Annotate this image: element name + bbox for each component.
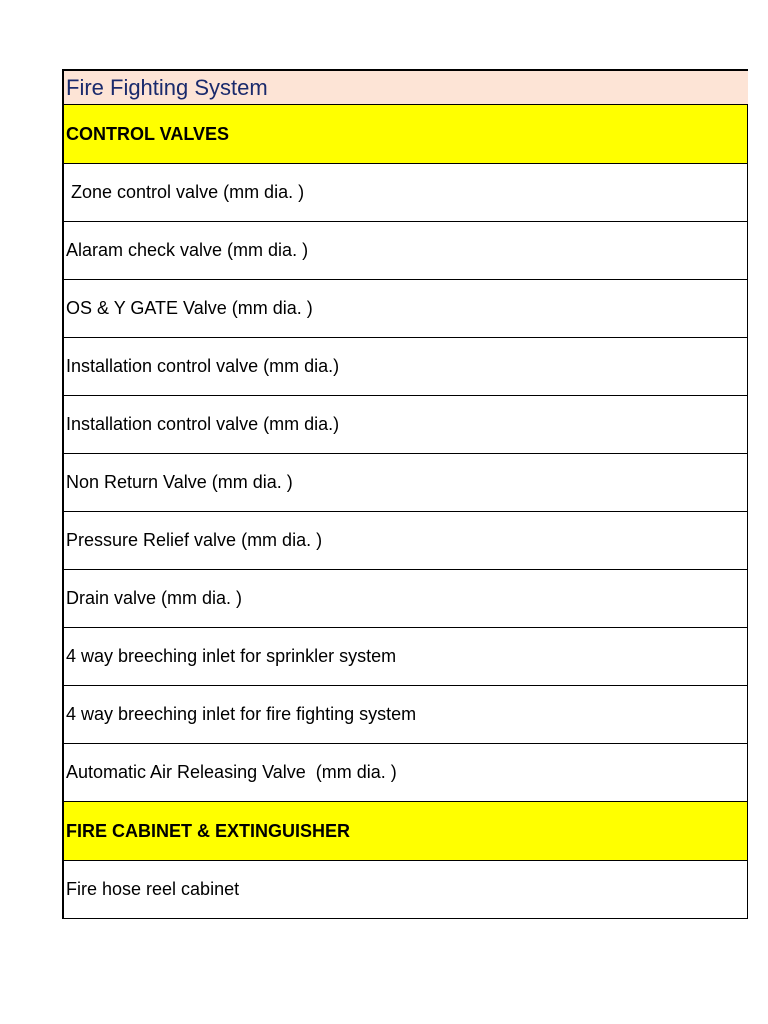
spreadsheet-table <box>62 69 748 919</box>
table-row: Alaram check valve (mm dia. ) <box>64 222 748 280</box>
table-row: Pressure Relief valve (mm dia. ) <box>64 512 748 570</box>
table-row: Non Return Valve (mm dia. ) <box>64 454 748 512</box>
table-row: Automatic Air Releasing Valve (mm dia. ) <box>64 744 748 802</box>
sheet-title: Fire Fighting System <box>64 71 748 105</box>
table-row: Installation control valve (mm dia.) <box>64 396 748 454</box>
table-row: Installation control valve (mm dia.) <box>64 338 748 396</box>
section-header-control-valves: CONTROL VALVES <box>64 105 748 164</box>
table-row: Fire hose reel cabinet <box>64 861 748 919</box>
section-header-fire-cabinet: FIRE CABINET & EXTINGUISHER <box>64 802 748 861</box>
table-row: Zone control valve (mm dia. ) <box>64 164 748 222</box>
table-row: 4 way breeching inlet for sprinkler system <box>64 628 748 686</box>
table-row: OS & Y GATE Valve (mm dia. ) <box>64 280 748 338</box>
table-row: Drain valve (mm dia. ) <box>64 570 748 628</box>
table-row: 4 way breeching inlet for fire fighting system <box>64 686 748 744</box>
